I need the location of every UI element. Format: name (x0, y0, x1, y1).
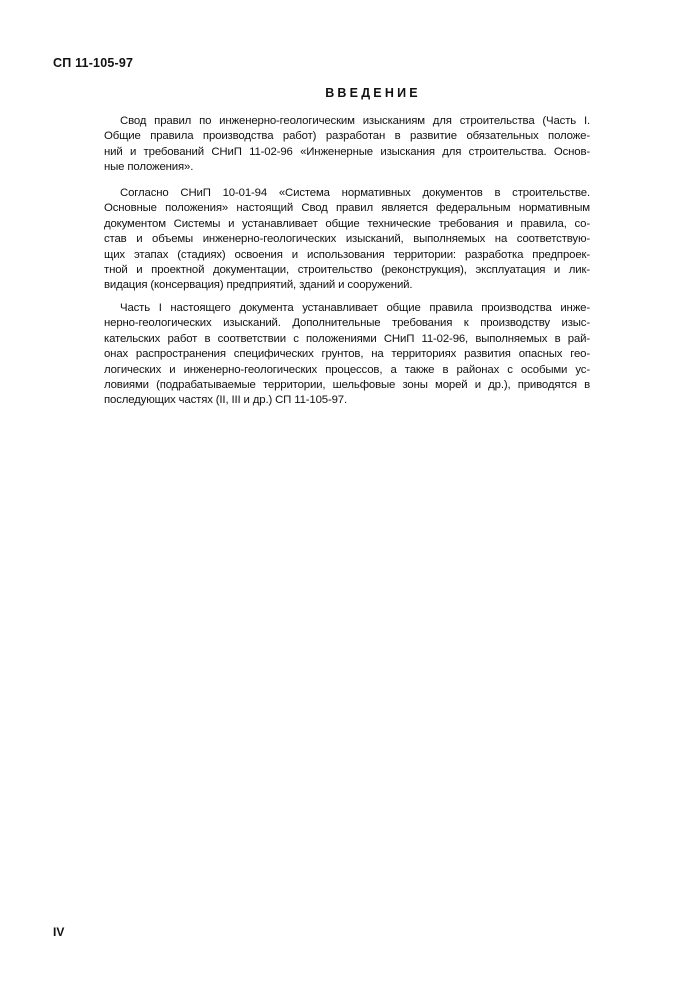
paragraph-line: Общие правила производства работ) разработан в развитие обязательных положе- (104, 130, 590, 143)
paragraph-1 (104, 114, 590, 176)
paragraph-line: нерно-геологических изысканий. Дополнительные требования к производству изыс- (104, 317, 590, 330)
paragraph-line: ний и требований СНиП 11-02-96 «Инженерные изыскания для строительства. Основ- (104, 145, 590, 158)
paragraph-line: Основные положения» настоящий Свод правил является федеральным нормативным (104, 202, 590, 215)
paragraph-2 (104, 186, 590, 294)
paragraph-line: тной и проектной документации, строительство (реконструкция), эксплуатация и лик- (104, 264, 590, 277)
paragraph-line: ловиями (подрабатываемые территории, шельфовые зоны морей и др.), приводятся в (104, 379, 590, 392)
document-code: СП 11-105-97 (53, 56, 134, 70)
paragraph-line: Часть I настоящего документа устанавливает общие правила производства инже- (120, 302, 590, 314)
paragraph-line: Свод правил по инженерно-геологическим изысканиям для строительства (Часть I. (120, 115, 590, 127)
page-number: IV (53, 925, 65, 939)
paragraph-line: логических и инженерно-геологических процессов, а также в районах с особыми ус- (104, 363, 590, 376)
section-title: ВВЕДЕНИЕ (325, 86, 421, 100)
paragraph-line: документом Системы и устанавливает общие технические требования и правила, со- (104, 217, 590, 230)
paragraph-line: Согласно СНиП 10-01-94 «Система нормативных документов в строительстве. (120, 187, 590, 199)
paragraph-line: последующих частях (II, III и др.) СП 11-105-97. (104, 394, 347, 407)
paragraph-line: ные положения». (104, 161, 194, 174)
paragraph-line: став и объемы инженерно-геологических изысканий, выполняемых на соответствую- (104, 233, 590, 246)
paragraph-line: щих этапах (стадиях) освоения и использования территории: разработка предпроек- (104, 248, 590, 261)
paragraph-line: онах распространения специфических грунтов, на территориях развития опасных гео- (104, 348, 590, 361)
paragraph-line: видация (консервация) предприятий, зданий и сооружений. (104, 279, 413, 292)
paragraph-line: кательских работ в соответствии с положениями СНиП 11-02-96, выполняемых в рай- (104, 332, 590, 345)
paragraph-3 (104, 301, 590, 409)
